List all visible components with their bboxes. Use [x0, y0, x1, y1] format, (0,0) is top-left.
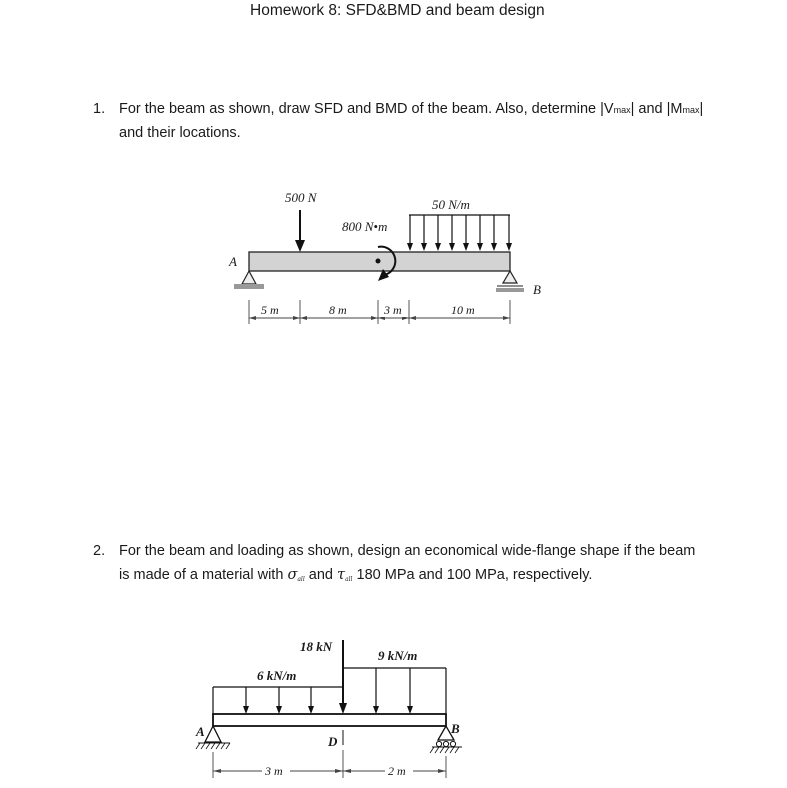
tau-subscript: all	[345, 576, 353, 583]
q2-text-b: 180 MPa and 100 MPa, respectively.	[356, 567, 593, 583]
distributed-load-label: 50 N/m	[432, 197, 470, 212]
dimension-2m: 2 m	[388, 764, 406, 778]
dimension-4: 10 m	[451, 303, 475, 317]
point-load-label: 500 N	[285, 190, 317, 205]
question-2-number: 2.	[93, 543, 106, 559]
dimension-1: 5 m	[261, 303, 279, 317]
beam-2	[213, 714, 446, 726]
dimension-3m: 3 m	[265, 764, 283, 778]
question-1-line-2: and their locations.	[119, 125, 241, 141]
q1-text-b: | and |M	[630, 101, 683, 117]
support-b-label-2: B	[451, 721, 460, 736]
point-load-18kn-label: 18 kN	[300, 639, 333, 654]
load-6knm-arrows	[213, 687, 343, 714]
q1-sub-vmax: max	[613, 105, 631, 115]
q2-text-a: is made of a material with	[119, 567, 284, 583]
support-b-label: B	[533, 282, 541, 297]
load-9knm-label: 9 kN/m	[378, 648, 418, 663]
support-a-label-2: A	[196, 724, 205, 739]
page-title: Homework 8: SFD&BMD and beam design	[250, 2, 545, 19]
moment-label: 800 N•m	[342, 219, 388, 234]
load-6knm-label: 6 kN/m	[257, 668, 297, 683]
question-1-number: 1.	[93, 101, 106, 117]
support-a-label: A	[229, 254, 237, 269]
sigma-subscript: all	[297, 576, 305, 583]
dimension-2: 8 m	[329, 303, 347, 317]
point-d-label: D	[328, 734, 338, 749]
point-load-18kn-arrow	[339, 640, 347, 714]
load-9knm-arrows	[343, 668, 446, 714]
tau-char: τ	[337, 567, 346, 583]
dimension-3: 3 m	[384, 303, 402, 317]
sigma-char: σ	[287, 567, 298, 583]
q1-sub-mmax: max	[682, 105, 700, 115]
q1-text-c: |	[699, 101, 704, 117]
q2-text-and: and	[308, 567, 333, 583]
question-2-line-1: For the beam and loading as shown, design an economical wide-flange shape if the beam	[119, 543, 696, 559]
q1-text-a: For the beam as shown, draw SFD and BMD of the beam. Also, determine |V	[119, 101, 614, 117]
